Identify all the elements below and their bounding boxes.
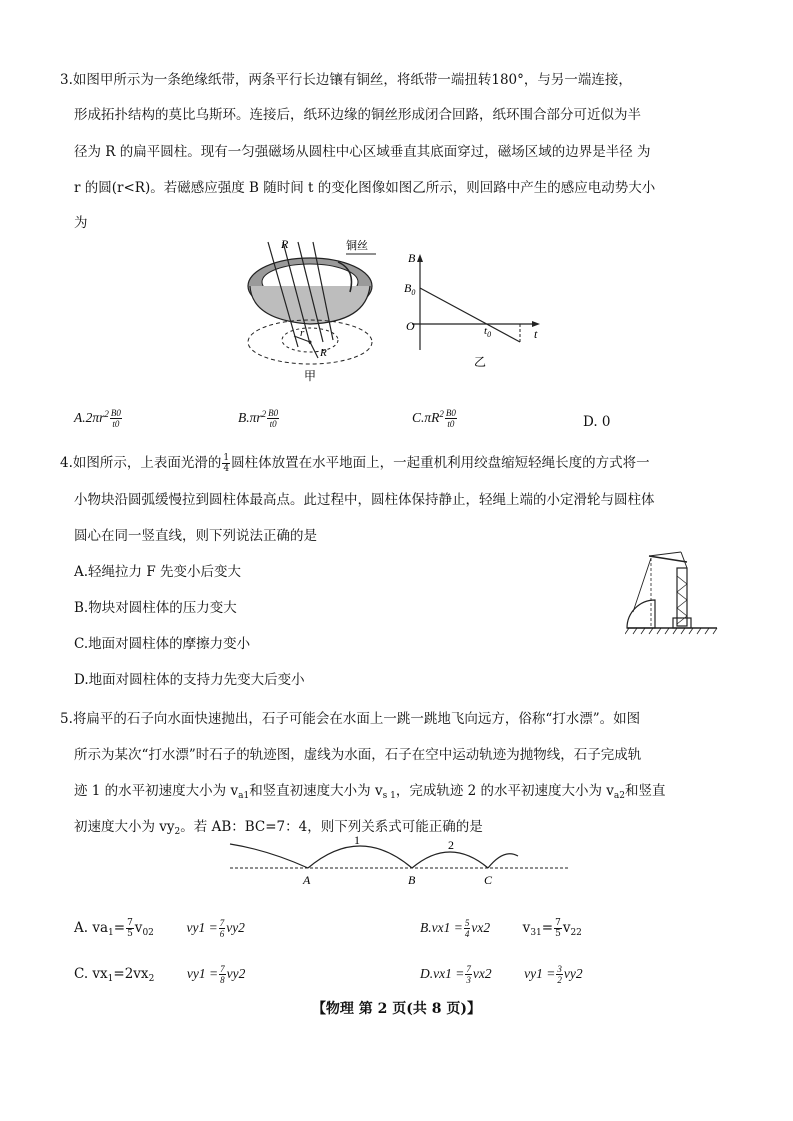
q4-line-1: 4.如图所示，上表面光滑的 $\frac{1}{4}$ 圆柱体放置在水平地面上，一起重机利用绞盘缩短轻绳长度的方式将一 xyxy=(60,453,650,474)
q5-line-1: 5.将扁平的石子向水面快速抛出，石子可能会在水面上一跳一跳地飞向远方，俗称“打水漂”。如图 xyxy=(60,711,641,727)
axis-t: t xyxy=(534,327,538,341)
q3-line-2: 形成拓扑结构的莫比乌斯环。连接后，纸环边缘的铜丝形成闭合回路，纸环围合部分可近似为半 xyxy=(74,107,641,123)
point-A: A xyxy=(303,873,311,887)
point-B: B xyxy=(408,873,416,887)
q5-line-2: 所示为某次“打水漂”时石子的轨迹图，虚线为水面，石子在空中运动轨迹为抛物线，石子完成轨 xyxy=(74,747,642,763)
arc-1-label: 1 xyxy=(354,833,360,847)
q4-option-c[interactable]: C.地面对圆柱体的摩擦力变小 xyxy=(74,636,251,652)
mobius-figure xyxy=(238,232,383,387)
q3-option-b[interactable]: $B.\pi r^2$ $\frac{B0}{t0}$ xyxy=(238,408,279,429)
arc-1 xyxy=(308,846,412,868)
q4-line-3: 圆心在同一竖直线，则下列说法正确的是 xyxy=(74,528,317,544)
t0-label: $t_0$ xyxy=(484,325,492,339)
bt-graph xyxy=(368,250,548,370)
crane-figure xyxy=(625,548,720,638)
q5-option-b[interactable]: B.vx1 = $\frac{5}{4}$ vx2 $v_{31}=$ $\frac{7}{5}$ $v_{22}$ xyxy=(420,918,582,939)
q5-line-3: 迹 1 的水平初速度大小为 $v_{a1}$和竖直初速度大小为 $v_{s 1}$，完成轨迹 2 的水平初速度大小为 $v_{a2}$和竖直 xyxy=(74,783,666,801)
q3-option-d[interactable]: D. 0 xyxy=(583,414,611,430)
q5-option-d[interactable]: D.vx1 = $\frac{7}{3}$ vx2 vy1 = $\frac{3}{2}$ vy2 xyxy=(420,964,583,985)
q3-option-c[interactable]: $C.\pi R^2$ $\frac{B0}{t0}$ xyxy=(412,408,456,429)
label-copper: 铜丝 xyxy=(346,239,368,252)
q3-line-3: 径为 R 的扁平圆柱。现有一匀强磁场从圆柱中心区域垂直其底面穿过，磁场区域的边界是半径 为 xyxy=(74,144,651,160)
q4-line-2: 小物块沿圆弧缓慢拉到圆柱体最高点。此过程中，圆柱体保持静止，轻绳上端的小定滑轮与圆柱体 xyxy=(74,492,655,508)
label-r: r xyxy=(300,327,305,339)
page-footer: 【物理 第 2 页(共 8 页)】 xyxy=(311,1001,482,1017)
arc-2 xyxy=(412,852,488,868)
q4-option-a[interactable]: A.轻绳拉力 F 先变小后变大 xyxy=(74,564,241,580)
label-R-small: R xyxy=(320,347,327,359)
q4-option-b[interactable]: B.物块对圆柱体的压力变大 xyxy=(74,600,237,616)
b0-label: $B_0$ xyxy=(404,281,416,297)
label-R-top: R xyxy=(281,237,289,251)
q3-option-a[interactable]: $A.2\pi r^2$ $\frac{B0}{t0}$ xyxy=(74,408,121,429)
arc-2-label: 2 xyxy=(448,838,454,852)
q3-line-5: 为 xyxy=(74,215,88,231)
axis-B: B xyxy=(408,251,416,265)
q5-option-a[interactable]: A. $va_1=$ $\frac{7}{5}$ $v_{02}$ vy1 = $\frac{7}{6}$ vy2 xyxy=(74,918,245,939)
origin-O: O xyxy=(406,319,415,333)
point-C: C xyxy=(484,873,493,887)
caption-yi: 乙 xyxy=(474,355,487,369)
q3-line-1: 3.如图甲所示为一条绝缘纸带，两条平行长边镶有铜丝，将纸带一端扭转180°，与另一端连接， xyxy=(60,72,632,88)
caption-jia: 甲 xyxy=(304,369,317,383)
q5-line-4: 初速度大小为 $vy_2$。若 AB：BC=7：4，则下列关系式可能正确的是 xyxy=(74,819,483,837)
trajectory-figure xyxy=(228,832,573,892)
q5-option-c[interactable]: C. $vx_1=2vx_2$ vy1 = $\frac{7}{8}$ vy2 xyxy=(74,964,246,985)
q3-line-4: r 的圆(r<R)。若磁感应强度 B 随时间 t 的变化图像如图乙所示，则回路中产生的感应电动势大小 xyxy=(74,180,656,196)
q4-option-d[interactable]: D.地面对圆柱体的支持力先变大后变小 xyxy=(74,672,305,688)
bt-line xyxy=(420,288,520,342)
